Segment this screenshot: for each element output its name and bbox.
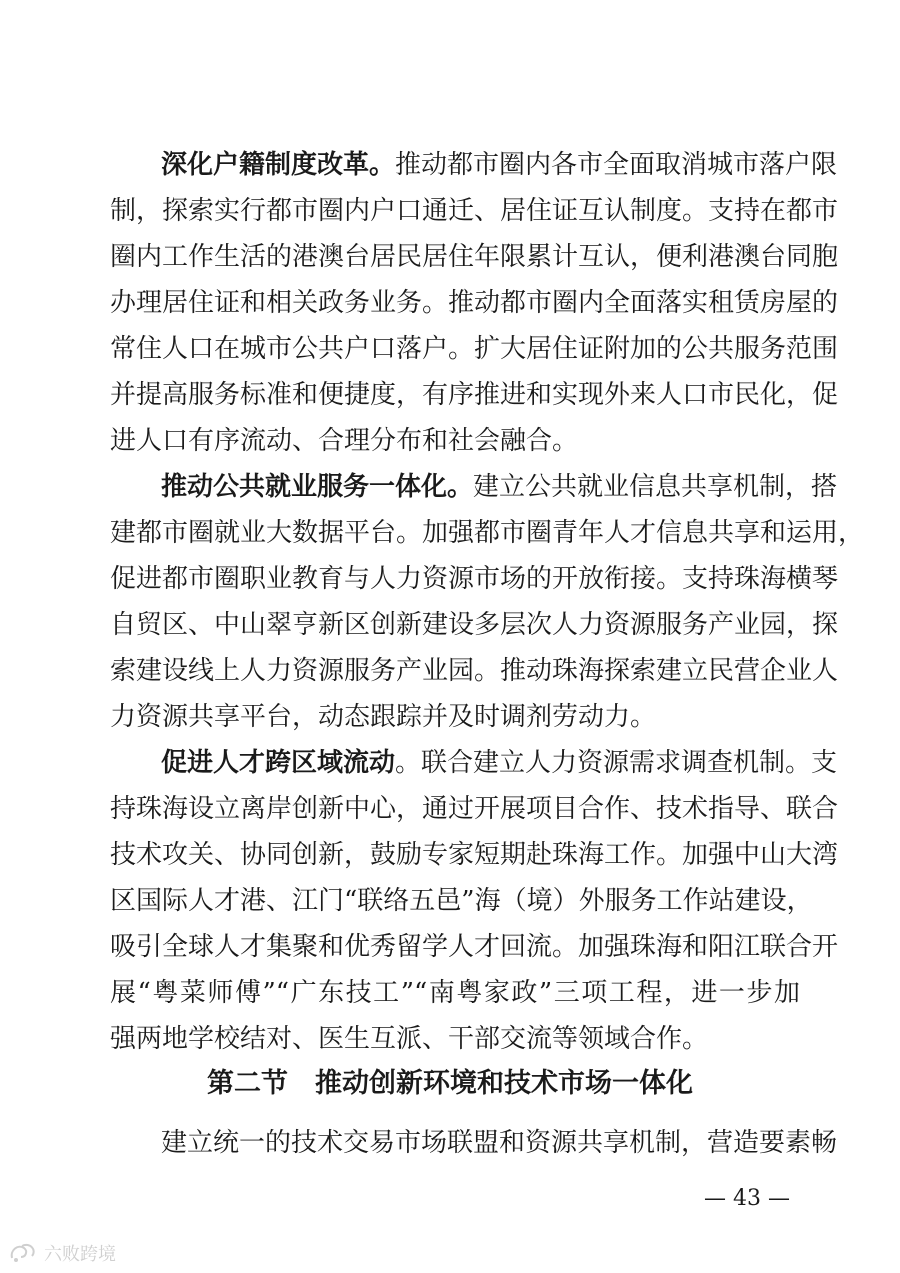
paragraph-3-line-3: 技术攻关、协同创新，鼓励专家短期赴珠海工作。加强中山大湾 [110,840,839,870]
paragraph-3-text: 。联合建立人力资源需求调查机制。支 [395,748,838,778]
section-title: 第二节 推动创新环境和技术市场一体化 [207,1068,693,1099]
watermark-logo-icon [8,1242,38,1264]
paragraph-1-bold-lead: 深化户籍制度改革。 [161,150,396,180]
paragraph-1-line-4: 办理居住证和相关政务业务。推动都市圈内全面落实租赁房屋的 [110,288,839,318]
paragraph-2-bold-lead: 推动公共就业服务一体化。 [161,472,474,502]
paragraph-1-line-2: 制，探索实行都市圈内户口通迁、居住证互认制度。支持在都市 [110,196,839,226]
paragraph-1-line-7: 进人口有序流动、合理分布和社会融合。 [110,426,579,456]
paragraph-3-bold-lead: 促进人才跨区域流动 [161,748,396,778]
page-number: — 43 — [704,1186,790,1211]
paragraph-2-line-5: 索建设线上人力资源服务产业园。推动珠海探索建立民营企业人 [110,656,839,686]
paragraph-1-line-5: 常住人口在城市公共户口落户。扩大居住证附加的公共服务范围 [110,334,839,364]
watermark [8,1240,116,1266]
paragraph-2-text: 建立公共就业信息共享机制，搭 [473,472,838,502]
watermark-text: 六败跨境 [44,1244,116,1265]
paragraph-2-line-6: 力资源共享平台，动态跟踪并及时调剂劳动力。 [110,702,657,732]
final-paragraph-line-1: 建立统一的技术交易市场联盟和资源共享机制，营造要素畅 [161,1128,838,1158]
paragraph-3-line-7: 强两地学校结对、医生互派、干部交流等领域合作。 [110,1024,709,1054]
paragraph-3-line-5: 吸引全球人才集聚和优秀留学人才回流。加强珠海和阳江联合开 [110,932,839,962]
paragraph-2-line-2: 建都市圈就业大数据平台。加强都市圈青年人才信息共享和运用， [110,518,865,548]
paragraph-1-text: 推动都市圈内各市全面取消城市落户限 [395,150,838,180]
paragraph-2-line-3: 促进都市圈职业教育与人力资源市场的开放衔接。支持珠海横琴 [110,564,839,594]
paragraph-1-line-6: 并提高服务标准和便捷度，有序推进和实现外来人口市民化，促 [110,380,839,410]
paragraph-3-line-4: 区国际人才港、江门“联络五邑”海（境）外服务工作站建设， [110,886,813,916]
paragraph-3-line-6: 展“粤菜师傅”“广东技工”“南粤家政”三项工程，进一步加 [110,978,800,1008]
paragraph-2-line-4: 自贸区、中山翠亨新区创新建设多层次人力资源服务产业园，探 [110,610,839,640]
paragraph-1-line-1 [161,150,838,180]
paragraph-2-line-1 [161,472,838,502]
paragraph-3-line-2: 持珠海设立离岸创新中心，通过开展项目合作、技术指导、联合 [110,794,839,824]
paragraph-3-line-1 [161,748,838,778]
paragraph-1-line-3: 圈内工作生活的港澳台居民居住年限累计互认，便利港澳台同胞 [110,242,839,272]
